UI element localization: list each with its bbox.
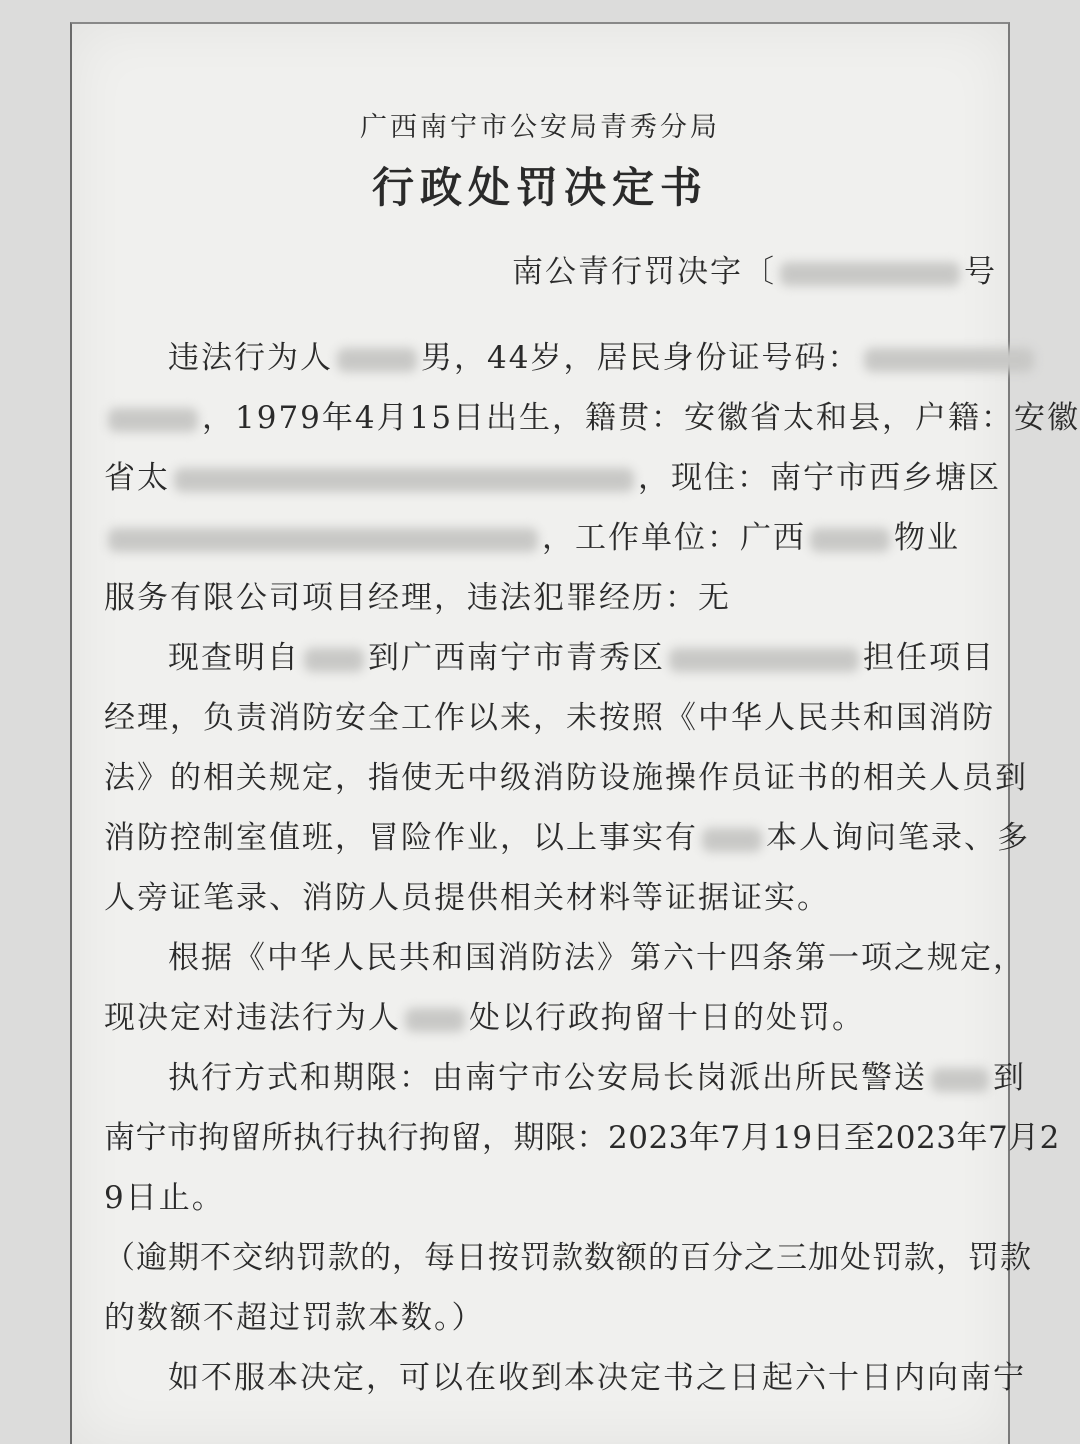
redacted-date <box>304 648 364 672</box>
text-segment: 到 <box>993 1060 1026 1096</box>
text-segment: ，1979年4月15日出生，籍贯：安徽省太和县，户籍：安徽 <box>202 400 1080 436</box>
body-line-10: 人旁证笔录、消防人员提供相关材料等证据证实。 <box>104 880 830 916</box>
body-line-8: 法》的相关规定，指使无中级消防设施操作员证书的相关人员到 <box>104 760 1028 796</box>
redacted-address <box>174 468 634 492</box>
text-segment: 违法行为人 <box>168 340 333 376</box>
redacted-name <box>337 348 417 372</box>
redacted-number <box>780 262 960 286</box>
redacted-id <box>108 408 198 432</box>
text-segment: ，工作单位：广西 <box>542 520 806 556</box>
body-line-13 <box>168 1058 1026 1098</box>
text-segment: 消防控制室值班，冒险作业，以上事实有 <box>104 820 698 856</box>
text-segment: 执行方式和期限：由南宁市公安局长岗派出所民警送 <box>168 1060 927 1096</box>
document-title: 行政处罚决定书 <box>371 163 708 212</box>
document-number-prefix: 南公青行罚决字〔 <box>512 254 776 290</box>
document-number <box>512 252 997 292</box>
text-segment: 到广西南宁市青秀区 <box>368 640 665 676</box>
text-segment: 现查明自 <box>168 640 300 676</box>
issuing-organization: 广西南宁市公安局青秀分局 <box>360 112 720 143</box>
text-segment: 本人询问笔录、多 <box>766 820 1030 856</box>
redacted-name <box>405 1008 465 1032</box>
redacted-id <box>864 348 1034 372</box>
body-line-12 <box>104 998 865 1038</box>
body-line-7: 经理，负责消防安全工作以来，未按照《中华人民共和国消防 <box>104 700 995 736</box>
redacted-name <box>931 1068 989 1092</box>
body-line-15: 9日止。 <box>104 1180 225 1216</box>
body-line-6 <box>168 638 995 678</box>
body-line-11: 根据《中华人民共和国消防法》第六十四条第一项之规定， <box>168 940 1026 976</box>
redacted-company <box>810 528 890 552</box>
body-line-9 <box>104 818 1030 858</box>
body-line-1 <box>168 338 1038 378</box>
body-line-2 <box>104 398 1080 438</box>
text-segment: 担任项目 <box>863 640 995 676</box>
text-segment: 处以行政拘留十日的处罚。 <box>469 1000 865 1036</box>
text-segment: ，现住：南宁市西乡塘区 <box>638 460 1001 496</box>
document-number-suffix: 号 <box>964 254 997 290</box>
body-line-18: 如不服本决定，可以在收到本决定书之日起六十日内向南宁 <box>168 1360 1026 1396</box>
text-segment: 男，44岁，居民身份证号码： <box>421 340 861 376</box>
redacted-address <box>108 528 538 552</box>
text-segment: 省太 <box>104 460 170 496</box>
redacted-location <box>669 648 859 672</box>
body-line-14: 南宁市拘留所执行执行拘留，期限：2023年7月19日至2023年7月2 <box>104 1120 1060 1156</box>
text-segment: 物业 <box>894 520 960 556</box>
redacted-name <box>702 828 762 852</box>
body-line-17: 的数额不超过罚款本数。） <box>104 1300 485 1336</box>
text-segment: 现决定对违法行为人 <box>104 1000 401 1036</box>
body-line-5: 服务有限公司项目经理，违法犯罪经历：无 <box>104 580 731 616</box>
body-line-16: （逾期不交纳罚款的，每日按罚款数额的百分之三加处罚款，罚款 <box>104 1240 1032 1276</box>
body-line-4 <box>104 518 960 558</box>
body-line-3 <box>104 458 1001 498</box>
